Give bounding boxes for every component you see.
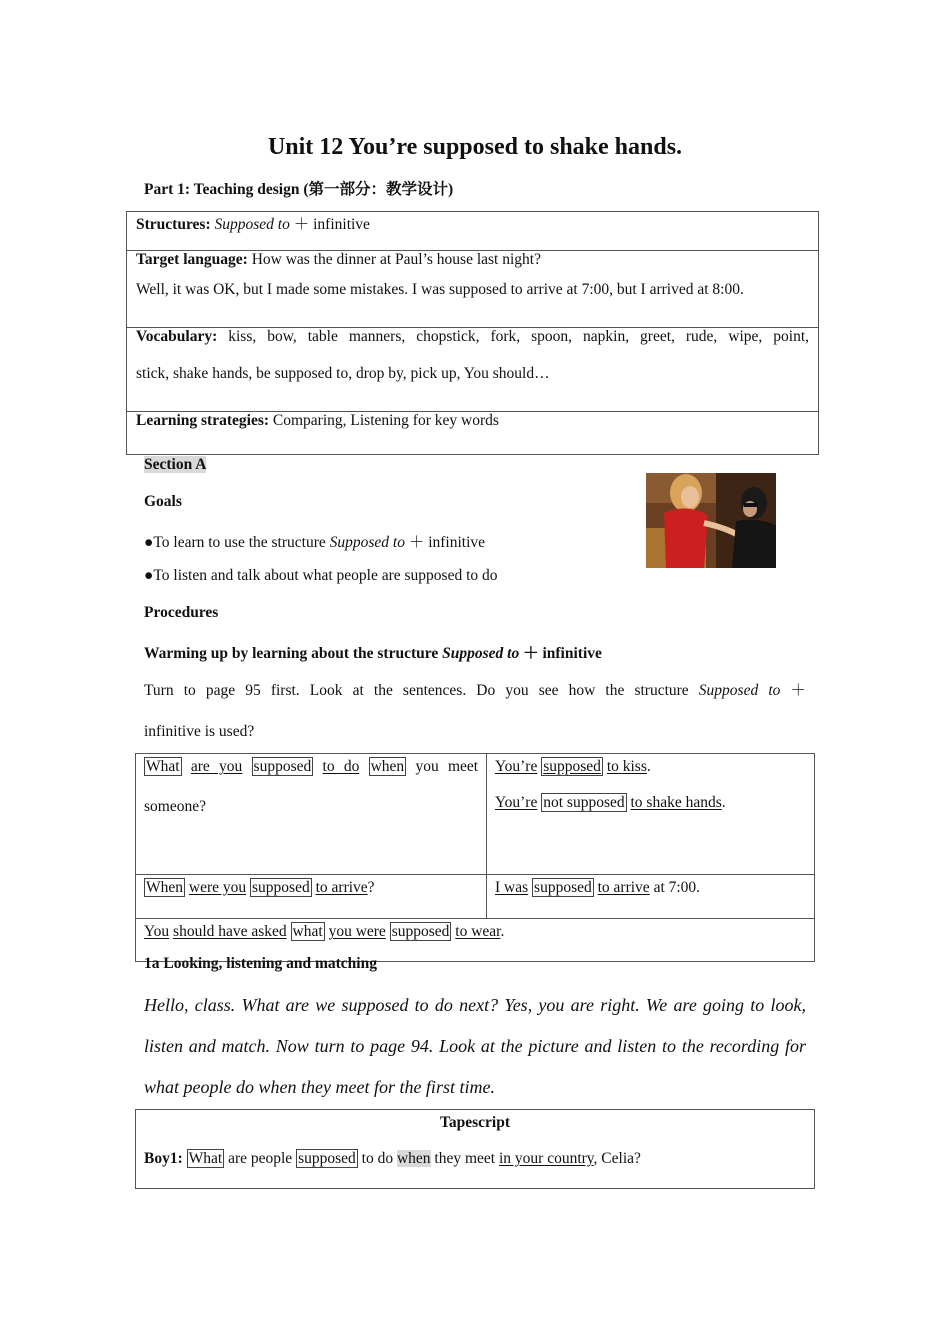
vocabulary-line2: stick, shake hands, be supposed to, drop by, pick up, You should… [136,365,550,382]
word-what: what [292,923,323,940]
warmup-text: Warming up by learning about the structure [144,645,439,662]
word-to-do: to do [322,758,360,775]
vocabulary-line1: kiss, bow, table manners, chopstick, fork, spoon, napkin, greet, rude, wipe, point, [228,328,809,345]
word-at-time: at 7:00. [653,879,701,896]
turn-line2: infinitive is used? [144,723,255,740]
part-heading: Part 1: Teaching design (第一部分：教学设计) [144,181,454,198]
word-youre: You’re [495,794,538,811]
period: . [646,758,651,775]
word-you: You [144,923,170,940]
structures-label: Structures: [136,216,211,233]
word-they-meet: they meet [434,1150,496,1167]
teaching-design-table [126,211,819,455]
grammar-table [135,753,815,962]
bullet: ● [144,534,154,551]
word-not-supposed: not supposed [543,794,625,811]
word-celia: , Celia? [593,1150,641,1167]
question-cell-1 [136,754,487,875]
goal1-pattern: Supposed to [329,534,405,551]
word-i-was: I was [495,879,529,896]
goal-item-1 [144,530,485,552]
word-are-you: are you [190,758,243,775]
target-language-line1: How was the dinner at Paul’s house last night? [251,251,541,268]
question-cell-2 [136,875,487,919]
structures-rest: infinitive [313,216,370,233]
turn-pattern: Supposed to [698,682,781,699]
goal2-text: To listen and talk about what people are supposed to do [153,567,498,584]
warmup-post: ＋ infinitive [523,645,602,662]
tapescript-table [135,1109,815,1189]
turn-plus: ＋ [790,682,806,699]
goal-item-2 [144,567,498,585]
warmup-pattern: Supposed to [442,645,520,662]
strategies-text: Comparing, Listening for key words [272,412,499,429]
photo-image [646,473,776,568]
target-language-label: Target language: [136,251,248,268]
word-are-people: are people [228,1150,293,1167]
tapescript-heading: Tapescript [439,1114,511,1131]
target-language-line2: Well, it was OK, but I made some mistakes. I was supposed to arrive at 7:00, but I arrived at 8:00. [136,281,744,298]
word-you-were: you were [328,923,386,940]
speaker-label: Boy1: [144,1150,183,1167]
word-to-arrive: to arrive [597,879,650,896]
word-when: when [370,758,405,775]
page-title: Unit 12 You’re supposed to shake hands. [267,134,683,160]
procedures-heading: Procedures [144,604,219,621]
greeting-photo [646,473,776,568]
tapescript-cell [136,1110,815,1189]
word-to-kiss: to kiss [606,758,647,775]
structures-pattern: Supposed to [214,216,290,233]
word-you-meet: you meet [415,758,479,775]
word-supposed: supposed [253,758,312,775]
vocabulary-cell [127,328,819,412]
word-supposed: supposed [298,1150,356,1167]
question-mark: ? [367,879,375,896]
goal1-post: ＋ infinitive [408,534,486,551]
structures-cell [127,212,819,251]
warmup-heading [144,641,602,663]
plus-sign: ＋ [293,216,310,233]
bullet: ● [144,567,154,584]
period: . [500,923,505,940]
answer-cell-1 [487,754,815,875]
period: . [721,794,726,811]
word-to-wear: to wear [455,923,501,940]
word-someone: someone? [144,798,206,815]
tapescript-line [144,1150,806,1168]
target-language-cell [127,251,819,328]
turn-line1: Turn to page 95 first. Look at the sentences. Do you see how the structure [144,682,689,699]
section-heading: Section A [144,456,207,473]
word-were-you: were you [188,879,247,896]
word-supposed: supposed [534,879,592,896]
word-in-your-country: in your country [498,1150,594,1167]
word-to-do: to do [361,1150,394,1167]
word-when: When [146,879,184,896]
instruction-paragraph: Hello, class. What are we supposed to do next? Yes, you are right. We are going to look, listen and match. Now turn to page 94. Look at the picture and listen to the recording for what people do when they meet for the first time. [144,995,806,1097]
turn-paragraph [144,678,806,741]
strategies-label: Learning strategies: [136,412,270,429]
word-what: What [188,1150,223,1167]
word-supposed: supposed [252,879,310,896]
word-to-shake-hands: to shake hands [630,794,722,811]
word-to-arrive: to arrive [315,879,368,896]
strategies-cell [127,412,819,455]
vocabulary-label: Vocabulary: [136,328,218,345]
word-youre: You’re [495,758,538,775]
answer-cell-2 [487,875,815,919]
goals-heading: Goals [144,493,182,510]
word-when: when [396,1150,431,1167]
word-supposed: supposed [543,758,601,775]
activity-heading: 1a Looking, listening and matching [144,955,377,972]
word-supposed: supposed [391,923,450,940]
word-should-have-asked: should have asked [173,923,287,940]
goal1-text: To learn to use the structure [153,534,326,551]
word-what: What [146,758,180,775]
